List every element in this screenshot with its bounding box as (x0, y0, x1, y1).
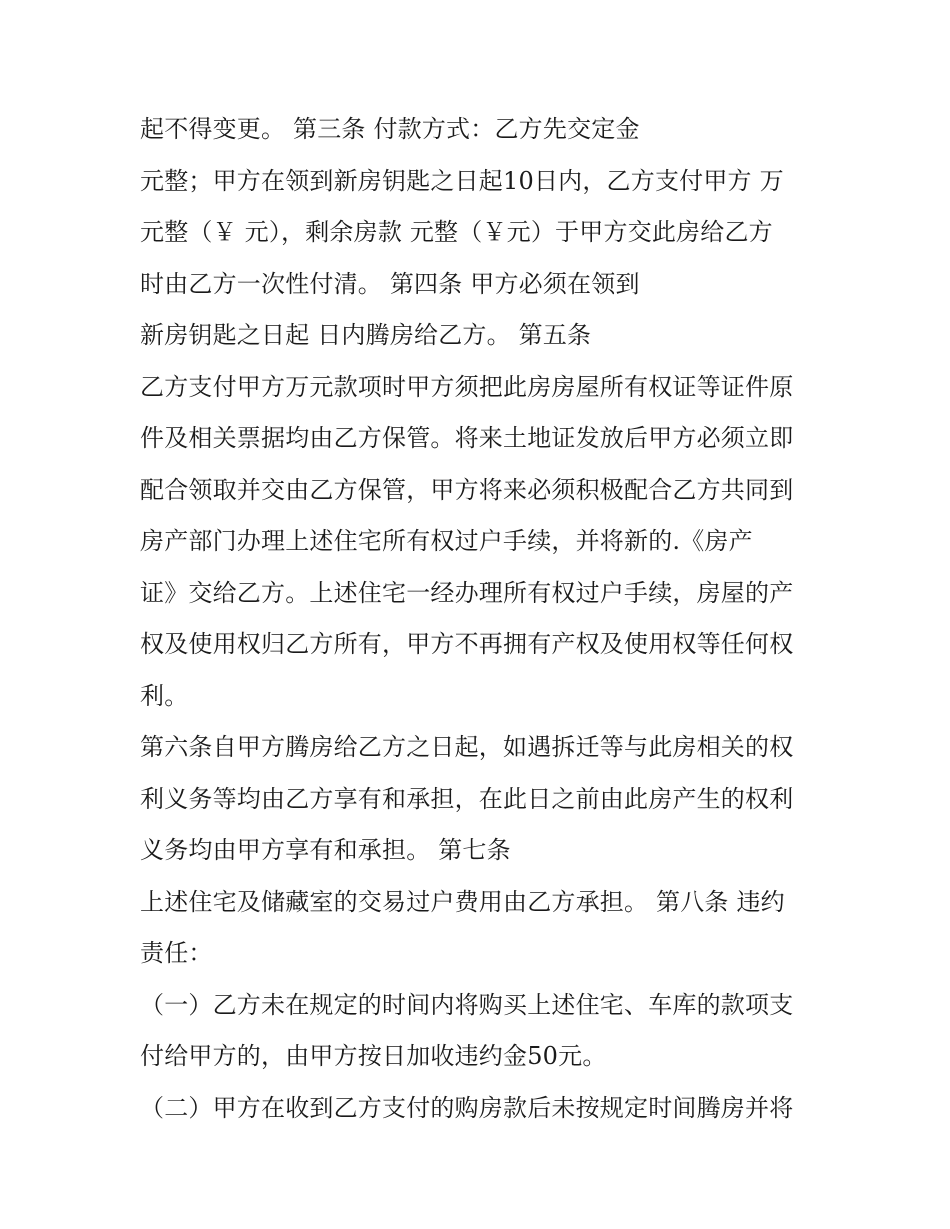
text-line: 房产部门办理上述住宅所有权过户手续，并将新的.《房产 (140, 527, 753, 555)
text-line: 元整；甲方在领到新房钥匙之日起10日内，乙方支付甲方 万 (140, 166, 784, 195)
text-line: （二）甲方在收到乙方支付的购房款后未按规定时间腾房并将 (140, 1093, 794, 1122)
text-line: （一）乙方未在规定的时间内将购买上述住宅、车库的款项支 (140, 990, 794, 1019)
text-line: 付给甲方的，由甲方按日加收违约金50元。 (140, 1042, 607, 1070)
text-line: 权及使用权归乙方所有，甲方不再拥有产权及使用权等任何权 (140, 630, 794, 658)
text-line: 第六条自甲方腾房给乙方之日起，如遇拆迁等与此房相关的权 (140, 733, 794, 761)
text-line: 件及相关票据均由乙方保管。将来土地证发放后甲方必须立即 (140, 424, 794, 452)
text-line: 证》交给乙方。上述住宅一经办理所有权过户手续，房屋的产 (140, 578, 794, 607)
text-line: 利。 (140, 681, 189, 710)
text-line: 责任： (140, 939, 213, 967)
text-line: 利义务等均由乙方享有和承担，在此日之前由此房产生的权利 (140, 784, 794, 813)
text-line: 新房钥匙之日起 日内腾房给乙方。 第五条 (140, 321, 592, 349)
text-line: 元整（￥ 元），剩余房款 元整（￥元）于甲方交此房给乙方 (140, 218, 773, 246)
text-line: 乙方支付甲方万元款项时甲方须把此房房屋所有权证等证件原 (140, 372, 794, 401)
text-line: 配合领取并交由乙方保管，甲方将来必须积极配合乙方共同到 (140, 475, 794, 504)
text-line: 上述住宅及储藏室的交易过户费用由乙方承担。 第八条 违约 (140, 887, 785, 916)
text-line: 起不得变更。 第三条 付款方式：乙方先交定金 (140, 115, 640, 143)
text-line: 时由乙方一次性付清。 第四条 甲方必须在领到 (140, 269, 640, 298)
text-line: 义务均由甲方享有和承担。 第七条 (140, 836, 511, 864)
contract-text-body (140, 104, 820, 1134)
